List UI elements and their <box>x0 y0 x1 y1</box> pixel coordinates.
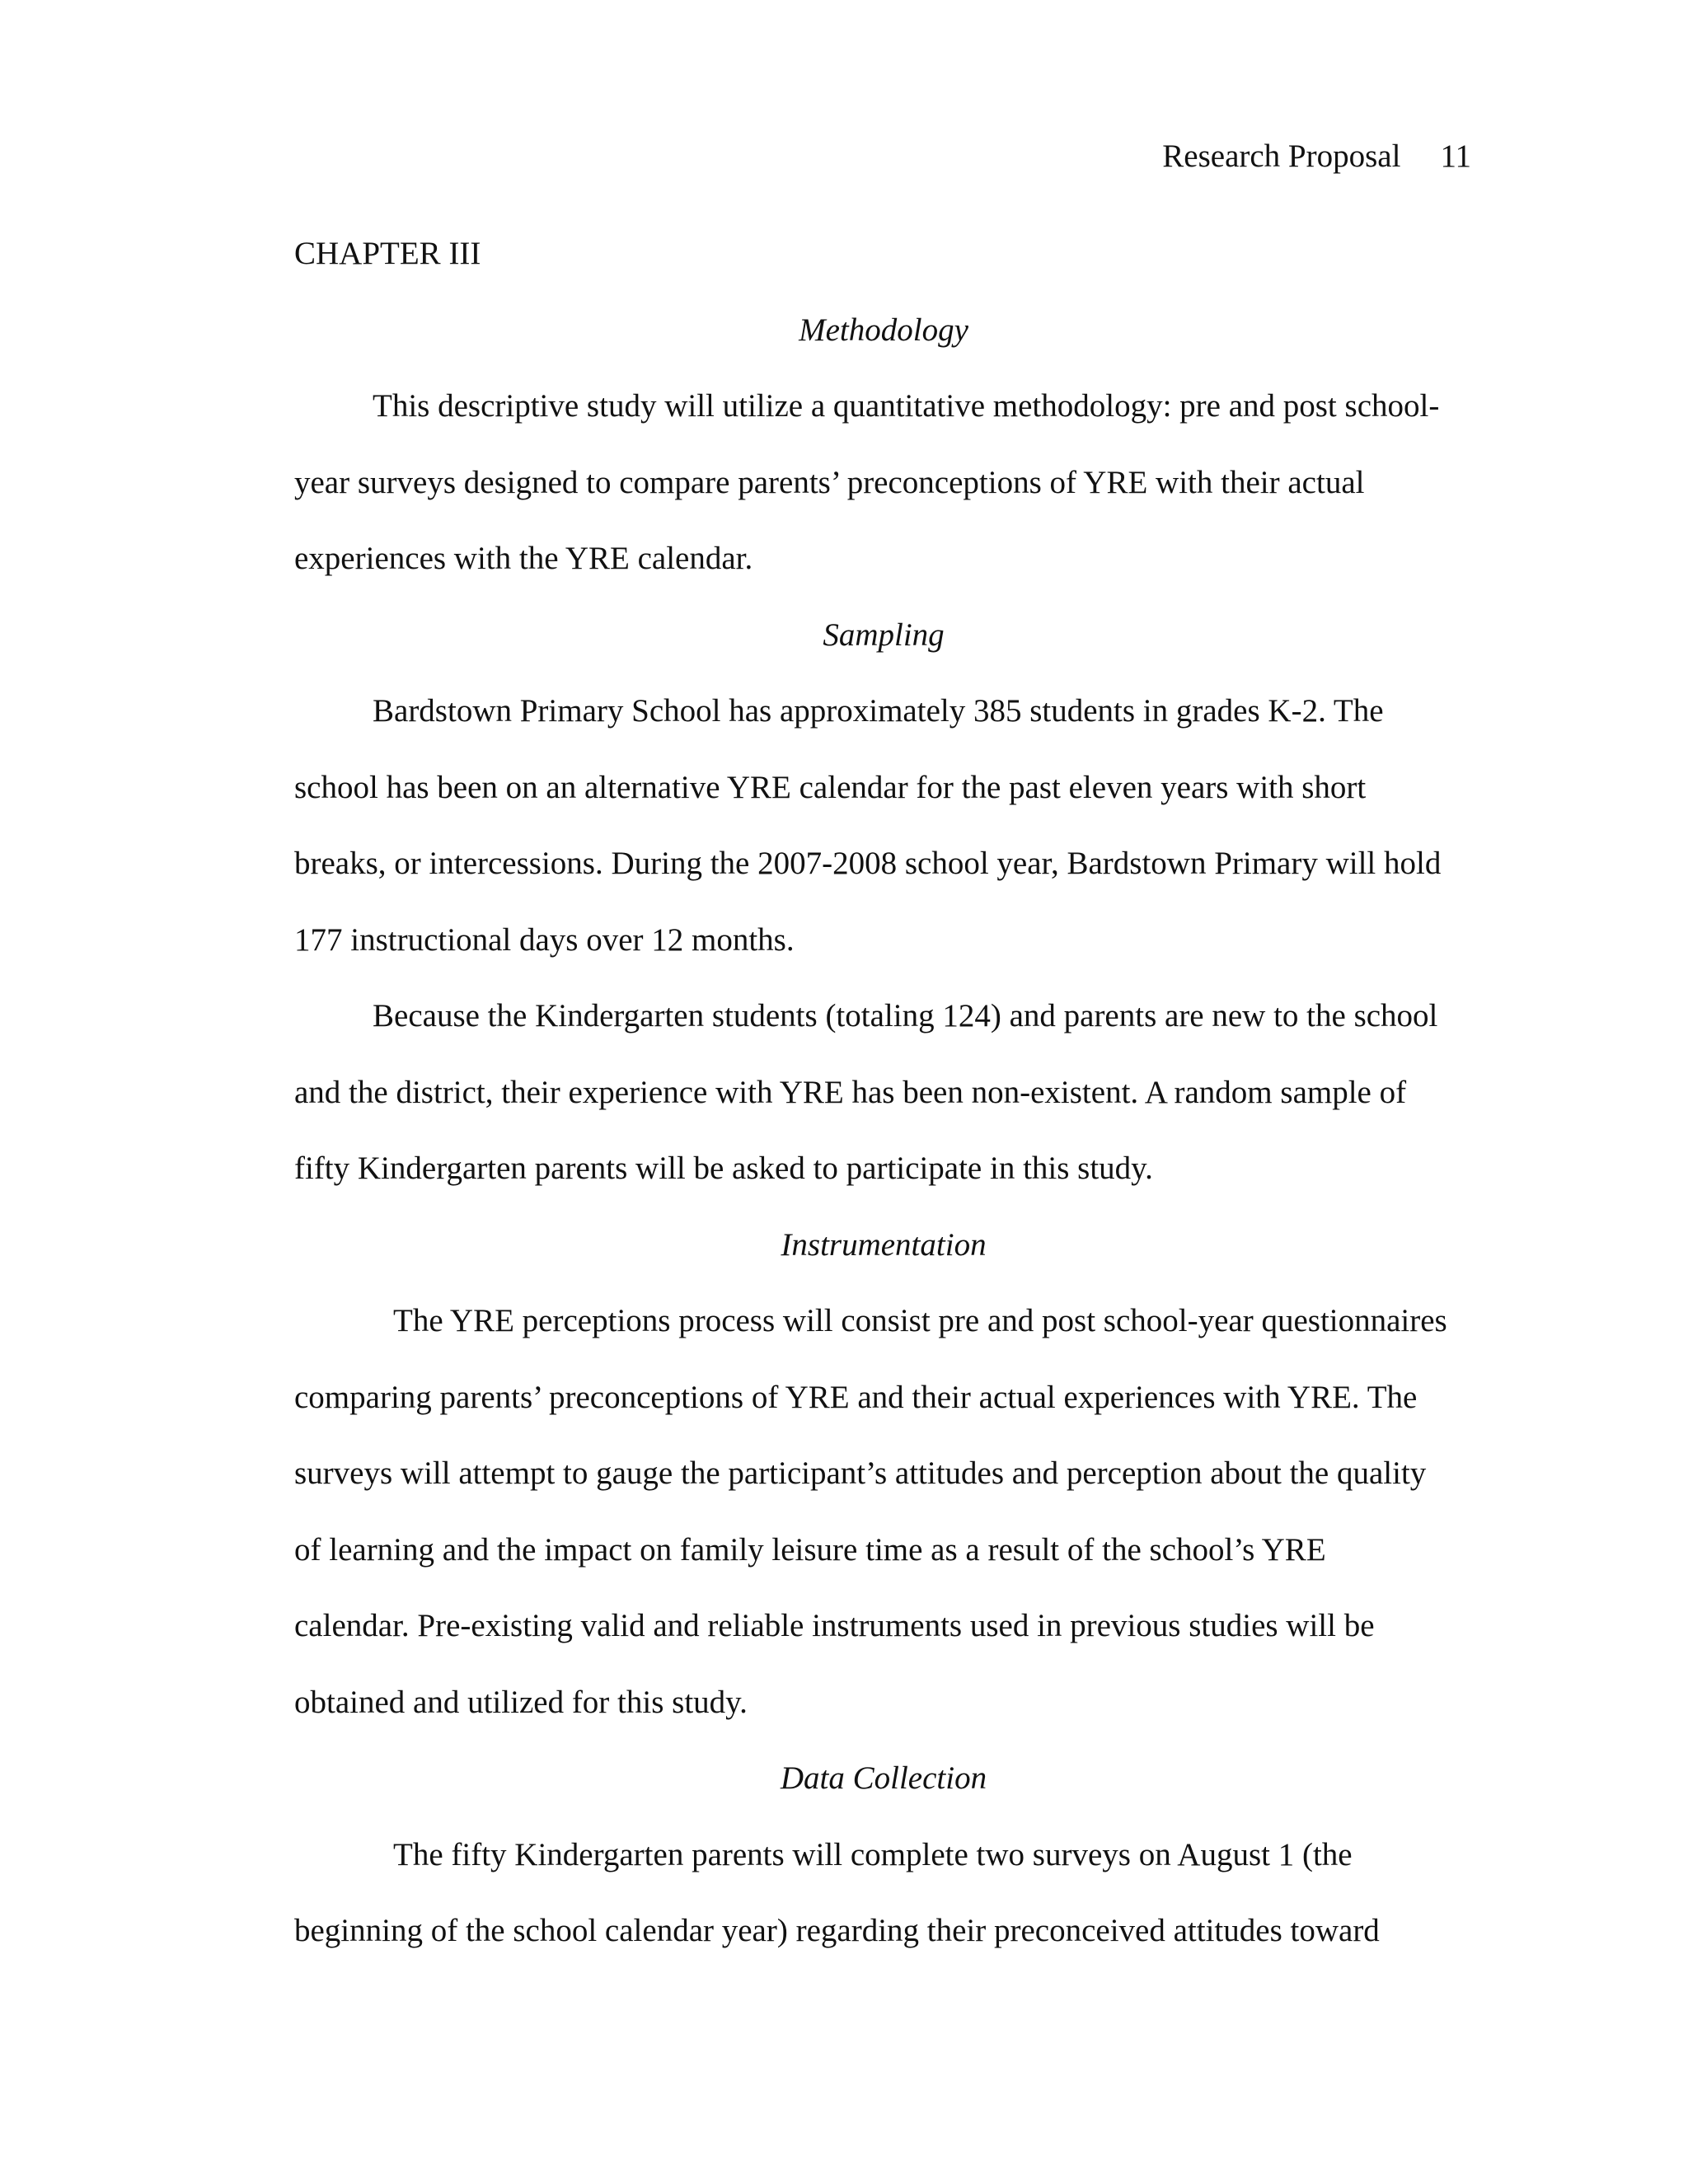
heading-sampling: Sampling <box>823 616 945 653</box>
body-text <box>294 231 1473 1985</box>
paragraph-line: 177 instructional days over 12 months. <box>294 921 795 958</box>
paragraph-line: The fifty Kindergarten parents will complete two surveys on August 1 (the <box>393 1836 1353 1872</box>
heading-instrumentation: Instrumentation <box>781 1226 987 1263</box>
paragraph-line: obtained and utilized for this study. <box>294 1684 748 1720</box>
paragraph-line: school has been on an alternative YRE calendar for the past eleven years with short <box>294 769 1367 805</box>
paragraph-line: surveys will attempt to gauge the participant’s attitudes and perception about the quality <box>294 1455 1427 1491</box>
paragraph-line: experiences with the YRE calendar. <box>294 541 753 576</box>
paragraph-line: calendar. Pre-existing valid and reliable instruments used in previous studies will be <box>294 1608 1375 1643</box>
paragraph-line: and the district, their experience with YRE has been non-existent. A random sample of <box>294 1074 1407 1110</box>
heading-methodology: Methodology <box>799 312 968 348</box>
paragraph-line: breaks, or intercessions. During the 2007-2008 school year, Bardstown Primary will hold <box>294 846 1442 881</box>
paragraph-line: of learning and the impact on family leisure time as a result of the school’s YRE <box>294 1531 1326 1568</box>
running-head-title: Research Proposal <box>1162 138 1401 174</box>
paragraph-line: This descriptive study will utilize a quantitative methodology: pre and post school- <box>373 388 1440 424</box>
heading-data-collection: Data Collection <box>780 1760 987 1796</box>
paragraph-line: comparing parents’ preconceptions of YRE and their actual experiences with YRE. The <box>294 1379 1418 1415</box>
page-number: 11 <box>1440 138 1471 174</box>
paragraph-line: beginning of the school calendar year) regarding their preconceived attitudes toward <box>294 1913 1380 1948</box>
paragraph-line: Because the Kindergarten students (totaling 124) and parents are new to the school <box>373 998 1438 1033</box>
running-head <box>1162 134 1471 180</box>
paragraph-line: The YRE perceptions process will consist pre and post school-year questionnaires <box>393 1303 1447 1338</box>
paragraph-line: year surveys designed to compare parents’ preconceptions of YRE with their actual <box>294 464 1365 500</box>
chapter-title: CHAPTER III <box>294 236 481 271</box>
paragraph-line: Bardstown Primary School has approximately 385 students in grades K-2. The <box>373 693 1384 729</box>
paragraph-line: fifty Kindergarten parents will be asked to participate in this study. <box>294 1151 1153 1186</box>
